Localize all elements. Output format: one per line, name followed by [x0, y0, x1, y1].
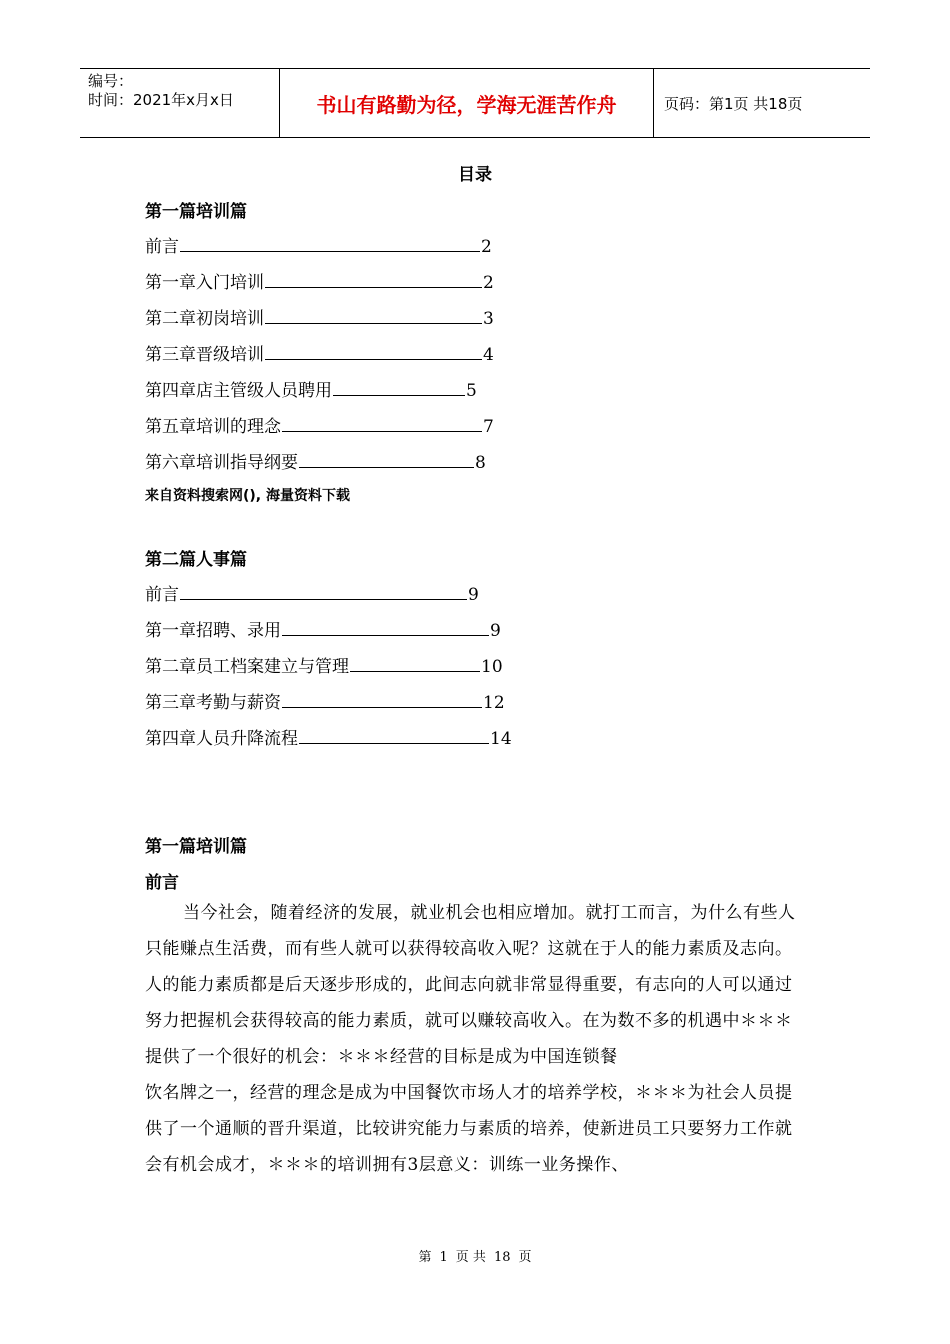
- toc-leader-line: [265, 309, 482, 324]
- toc-entry: [145, 376, 477, 401]
- footer-suffix: 页: [518, 1250, 532, 1265]
- toc-entry-label: 第四章人员升降流程: [145, 729, 298, 749]
- toc-leader-line: [299, 729, 489, 744]
- toc-leader-line: [299, 453, 474, 468]
- toc-entry-page: 4: [483, 345, 494, 365]
- toc-entry: [145, 268, 494, 293]
- toc-entry-page: 12: [483, 693, 505, 713]
- toc-entry: [145, 652, 503, 677]
- toc-entry: [145, 448, 486, 473]
- toc-entry-page: 9: [490, 621, 501, 641]
- toc-entry-page: 2: [481, 237, 492, 257]
- body-paragraph: 当今社会，随着经济的发展，就业机会也相应增加。就打工而言，为什么有些人只能赚点生活费，而有些人就可以获得较高收入呢？这就在于人的能力素质及志向。人的能力素质都是后天逐步形成的，此间志向就非常显得重要，有志向的人可以通过努力把握机会获得较高的能力素质，就可以赚较高收入。在为数不多的机遇中＊＊＊提供了一个很好的机会：＊＊＊经营的目标是成为中国连锁餐: [145, 903, 796, 1067]
- toc-entry-page: 14: [490, 729, 512, 749]
- footer-middle: 页 共: [455, 1250, 486, 1265]
- content-section-title: 前言: [145, 873, 179, 893]
- footer-prefix: 第: [418, 1250, 432, 1265]
- toc-leader-line: [180, 237, 480, 252]
- toc-entry-page: 10: [481, 657, 503, 677]
- toc-entry-label: 第一章入门培训: [145, 273, 264, 293]
- toc-entry: [145, 340, 494, 365]
- toc-leader-line: [282, 417, 482, 432]
- doc-code-label: 编号：: [88, 72, 134, 90]
- toc-entry: [145, 304, 494, 329]
- toc-leader-line: [265, 345, 482, 360]
- toc-entry-label: 前言: [145, 237, 179, 257]
- toc-title: 目录: [458, 165, 492, 185]
- toc-entry: [145, 616, 501, 641]
- toc-entry-label: 第三章晋级培训: [145, 345, 264, 365]
- source-note: 来自资料搜索网(), 海量资料下载: [145, 488, 350, 504]
- toc-entry-page: 2: [483, 273, 494, 293]
- header-page-info: 页码：第1页 共18页: [664, 94, 803, 113]
- toc-entry-page: 5: [466, 381, 477, 401]
- toc-entry-label: 第二章初岗培训: [145, 309, 264, 329]
- toc-entry-label: 第四章店主管级人员聘用: [145, 381, 332, 401]
- toc-leader-line: [333, 381, 465, 396]
- toc-entry-page: 8: [475, 453, 486, 473]
- toc-entry-label: 第五章培训的理念: [145, 417, 281, 437]
- toc-leader-line: [282, 693, 482, 708]
- toc-entry: [145, 688, 505, 713]
- toc-entry-page: 7: [483, 417, 494, 437]
- page-footer: [0, 1246, 950, 1265]
- toc-entry-label: 第一章招聘、录用: [145, 621, 281, 641]
- footer-total-pages: 18: [493, 1250, 511, 1265]
- header-motto: 书山有路勤为径，学海无涯苦作舟: [280, 69, 654, 137]
- toc-part2-title: 第二篇人事篇: [145, 550, 247, 570]
- toc-leader-line: [282, 621, 489, 636]
- toc-entry-page: 3: [483, 309, 494, 329]
- toc-leader-line: [180, 585, 467, 600]
- toc-leader-line: [350, 657, 480, 672]
- content-body: [145, 895, 805, 1183]
- body-paragraph: 饮名牌之一，经营的理念是成为中国餐饮市场人才的培养学校，＊＊＊为社会人员提供了一个通顺的晋升渠道，比较讲究能力与素质的培养，使新进员工只要努力工作就会有机会成才，＊＊＊的培训拥有3层意义：训练一业务操作、: [145, 1083, 793, 1175]
- header-meta: [80, 69, 280, 137]
- doc-time-label: 时间：2021年x月x日: [88, 91, 234, 109]
- toc-entry-label: 第三章考勤与薪资: [145, 693, 281, 713]
- toc-entry-page: 9: [468, 585, 479, 605]
- toc-entry: [145, 724, 512, 749]
- page-header: [80, 68, 870, 138]
- toc-entry: [145, 232, 492, 257]
- toc-leader-line: [265, 273, 482, 288]
- toc-entry: [145, 412, 494, 437]
- content-part-title: 第一篇培训篇: [145, 837, 247, 857]
- toc-part1-title: 第一篇培训篇: [145, 202, 247, 222]
- toc-entry-label: 第二章员工档案建立与管理: [145, 657, 349, 677]
- toc-entry-label: 前言: [145, 585, 179, 605]
- toc-entry: [145, 580, 479, 605]
- toc-entry-label: 第六章培训指导纲要: [145, 453, 298, 473]
- footer-page-number: 1: [439, 1250, 448, 1265]
